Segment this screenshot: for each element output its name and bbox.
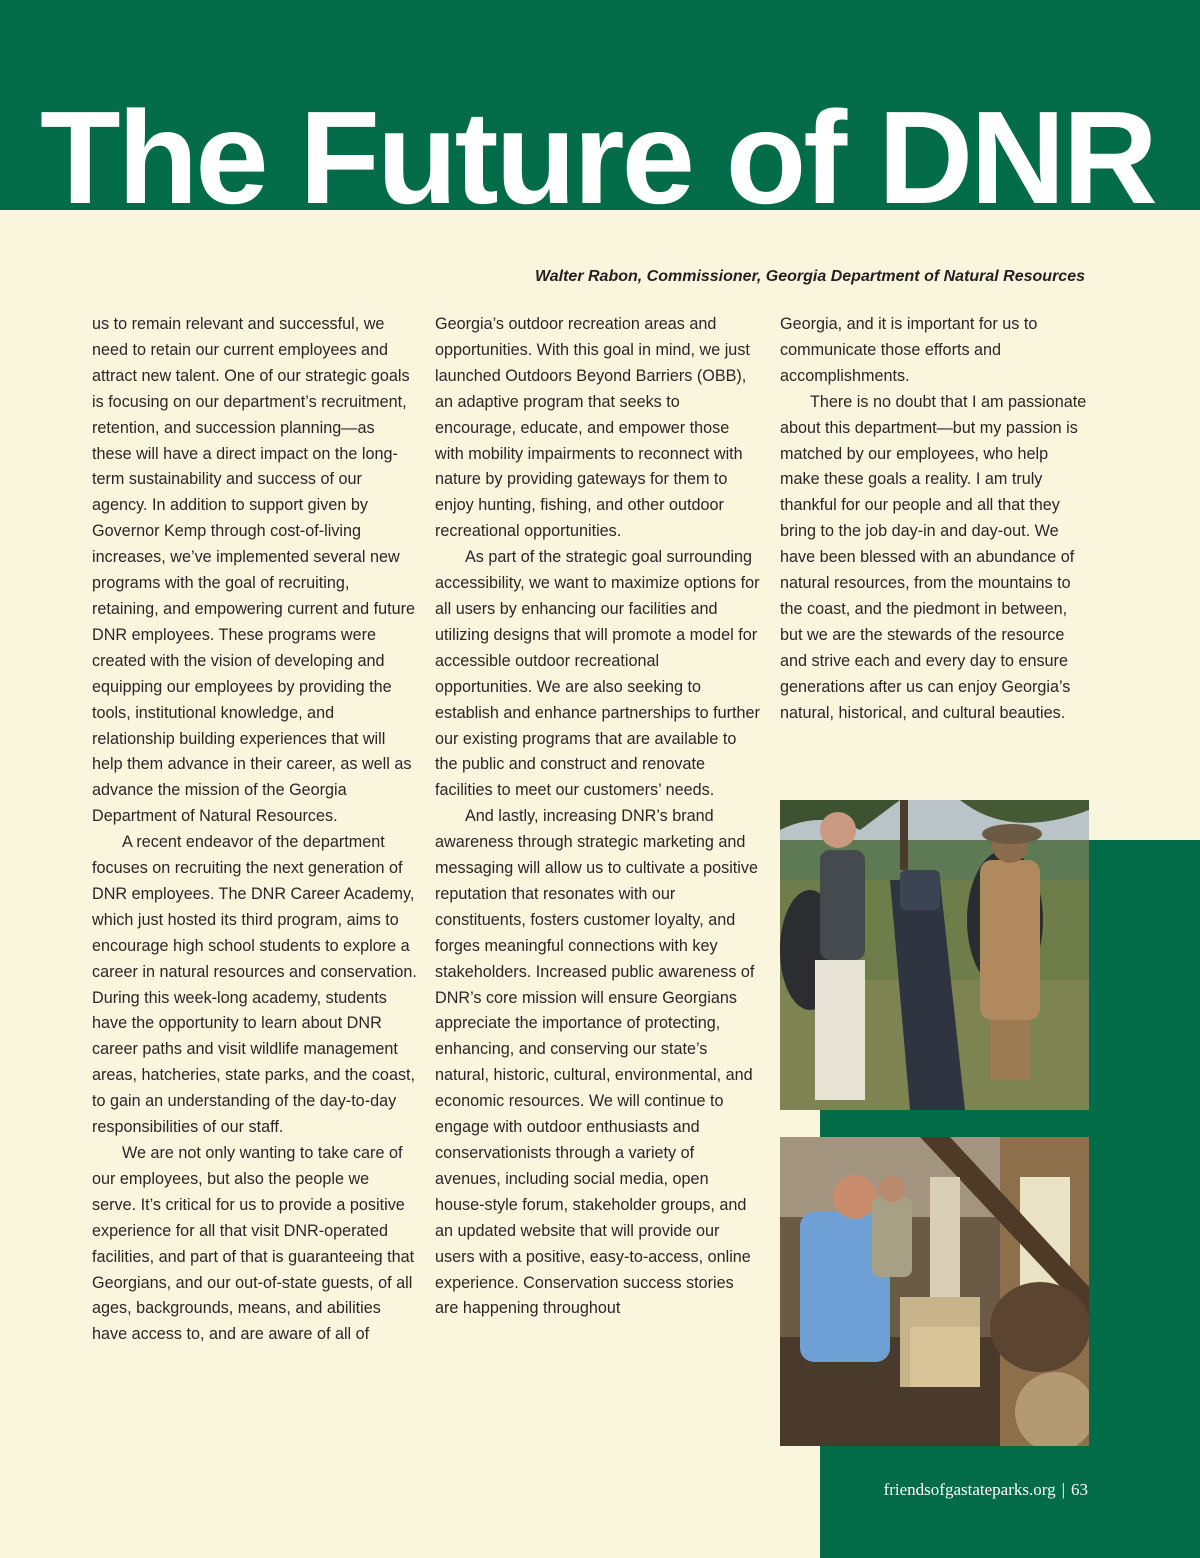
archive-photo bbox=[780, 1137, 1089, 1446]
paragraph: And lastly, increasing DNR’s brand awareness through strategic marketing and messaging will allow us to cultivate a positive reputation that resonates with our constituents, fosters customer loyalty, and forges meaningful connections with key stakeholders. Increased public awareness of DNR’s core mission will ensure Georgians appreciate the importance of protecting, enhancing, and conserving our state’s natural, historic, cultural, environmental, and economic resources. We will continue to engage with outdoor enthusiasts and conservationists through a variety of avenues, including social media, open house-style forum, stakeholder groups, and an updated website that will provide our users with a positive, easy-to-access, online experience. Conservation success stories are happening throughout bbox=[435, 807, 758, 1318]
paragraph: A recent endeavor of the department focuses on recruiting the next generation of DNR employees. The DNR Career Academy, which just hosted its third program, aims to encourage high school students to explore a career in natural resources and conservation. During this week-long academy, students have the opportunity to learn about DNR career paths and visit wildlife management areas, hatcheries, state parks, and the coast, to gain an understanding of the day-to-day responsibilities of our staff. bbox=[92, 833, 417, 1137]
paragraph: We are not only wanting to take care of our employees, but also the people we serve. It’s critical for us to provide a positive experience for all that visit DNR-operated facilities, and part of that is guaranteeing that Georgians, and our out-of-state guests, of all ages, backgrounds, means, and abilities have access to, and are aware of all of bbox=[92, 1144, 415, 1344]
paragraph: There is no doubt that I am passionate about this department—but my passion is matched by our employees, who help make these goals a reality. I am truly thankful for our people and all that they bring to the job day-in and day-out. We have been blessed with an abundance of natural resources, from the mountains to the coast, and the piedmont in between, but we are the stewards of the resource and strive each and every day to ensure generations after us can enjoy Georgia’s natural, historical, and cultural beauties. bbox=[780, 392, 1087, 722]
cannon-photo bbox=[780, 800, 1089, 1110]
paragraph: us to remain relevant and successful, we need to retain our current employees and attract new talent. One of our strategic goals is focusing on our department’s recruitment, retention, and succession planning—as these will have a direct impact on the long-term sustainability and success of our agency. In addition to support given by Governor Kemp through cost-of-living increases, we’ve implemented several new programs with the goal of recruiting, retaining, and empowering current and future DNR employees. These programs were created with the vision of developing and equipping our employees by providing the tools, institutional knowledge, and relationship building experiences that will help them advance in their career, as well as advance the mission of the Georgia Department of Natural Resources. bbox=[92, 315, 416, 826]
paragraph: As part of the strategic goal surrounding accessibility, we want to maximize options for all users by enhancing our facilities and utilizing designs that will promote a model for accessible outdoor recreational opportunities. We are also seeking to establish and enhance partnerships to further our existing programs that are available to the public and construct and renovate facilities to meet our customers’ needs. bbox=[435, 548, 760, 800]
page-number: 63 bbox=[1071, 1480, 1088, 1499]
website-link[interactable]: friendsofgastateparks.org bbox=[883, 1480, 1056, 1499]
page-footer bbox=[884, 1480, 1088, 1500]
page-title: The Future of DNR bbox=[40, 84, 1155, 231]
byline: Walter Rabon, Commissioner, Georgia Department of Natural Resources bbox=[534, 268, 1085, 285]
title-clip bbox=[0, 0, 1200, 240]
paragraph: Georgia, and it is important for us to communicate those efforts and accomplishments. bbox=[780, 315, 1038, 385]
article-column-3 bbox=[780, 312, 1092, 727]
footer-separator: | bbox=[1061, 1480, 1065, 1499]
paragraph: Georgia’s outdoor recreation areas and opportunities. With this goal in mind, we just launched Outdoors Beyond Barriers (OBB), an adaptive program that seeks to encourage, educate, and empower those with mobility impairments to reconnect with nature by providing gateways for them to enjoy hunting, fishing, and other outdoor recreational opportunities. bbox=[435, 315, 750, 541]
article-column-1 bbox=[92, 312, 417, 1348]
article-column-2 bbox=[435, 312, 760, 1322]
